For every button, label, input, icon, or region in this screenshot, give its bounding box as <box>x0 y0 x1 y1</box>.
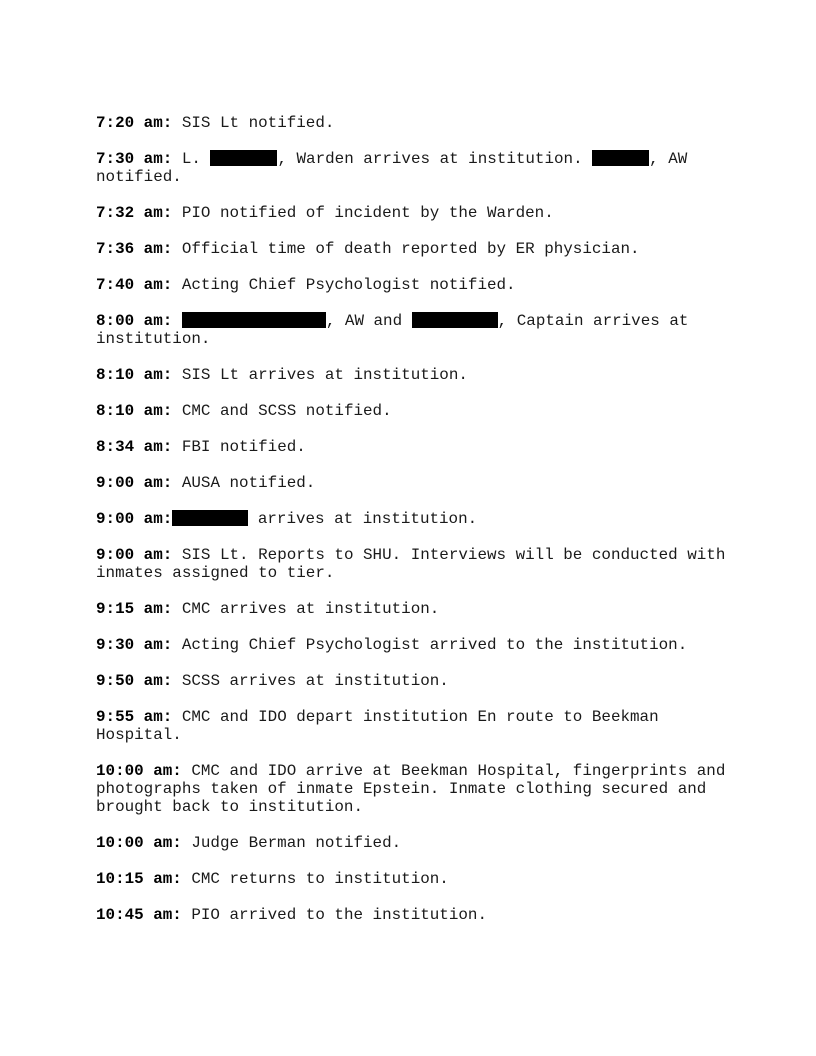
entry-text: , AW and <box>325 312 412 330</box>
entry-text <box>172 312 182 330</box>
timeline-entry <box>96 276 736 294</box>
entry-time: 10:00 am: <box>96 834 182 852</box>
entry-time: 9:00 am: <box>96 546 173 564</box>
entry-text: FBI notified. <box>172 438 306 456</box>
entry-text: L. <box>172 150 211 168</box>
redaction-box <box>172 510 248 526</box>
entry-time: 8:10 am: <box>96 366 173 384</box>
entry-text: Judge Berman notified. <box>181 834 402 852</box>
timeline-entry <box>96 870 736 888</box>
entry-time: 7:32 am: <box>96 204 173 222</box>
timeline-entry <box>96 600 736 618</box>
timeline-entry <box>96 366 736 384</box>
timeline-entry <box>96 240 736 258</box>
entry-time: 8:00 am: <box>96 312 173 330</box>
entry-time: 9:30 am: <box>96 636 173 654</box>
entry-text: CMC arrives at institution. <box>172 600 440 618</box>
entry-text: Official time of death reported by ER physician. <box>172 240 640 258</box>
entry-text: , Captain arrives at institution. <box>96 312 698 348</box>
entry-time: 8:34 am: <box>96 438 173 456</box>
timeline-entry <box>96 672 736 690</box>
entry-text: AUSA notified. <box>172 474 316 492</box>
timeline-entry <box>96 636 736 654</box>
timeline-entry <box>96 510 736 528</box>
entry-text: SIS Lt arrives at institution. <box>172 366 468 384</box>
timeline-entry <box>96 834 736 852</box>
redaction-box <box>182 312 326 328</box>
entry-text: Acting Chief Psychologist notified. <box>172 276 516 294</box>
entry-text: , Warden arrives at institution. <box>277 150 593 168</box>
entry-text: CMC and SCSS notified. <box>172 402 392 420</box>
timeline-entry <box>96 114 736 132</box>
timeline-entry <box>96 906 736 924</box>
entry-time: 9:15 am: <box>96 600 173 618</box>
redaction-box <box>210 150 277 166</box>
timeline-entry <box>96 474 736 492</box>
entry-time: 8:10 am: <box>96 402 173 420</box>
timeline-entry <box>96 546 736 582</box>
timeline-entry <box>96 438 736 456</box>
timeline-entry <box>96 312 736 348</box>
entry-time: 7:20 am: <box>96 114 173 132</box>
entry-text: CMC and IDO depart institution En route to Beekman Hospital. <box>96 708 669 744</box>
entry-time: 7:36 am: <box>96 240 173 258</box>
timeline-entry <box>96 150 736 186</box>
entry-text: PIO arrived to the institution. <box>181 906 487 924</box>
entry-text: arrives at institution. <box>248 510 478 528</box>
timeline-entry <box>96 204 736 222</box>
entry-text: PIO notified of incident by the Warden. <box>172 204 554 222</box>
entry-text: Acting Chief Psychologist arrived to the institution. <box>172 636 688 654</box>
timeline-document <box>96 114 736 942</box>
redaction-box <box>412 312 498 328</box>
entry-time: 10:45 am: <box>96 906 182 924</box>
entry-text: SIS Lt. Reports to SHU. Interviews will be conducted with inmates assigned to tier. <box>96 546 735 582</box>
entry-text: CMC and IDO arrive at Beekman Hospital, fingerprints and photographs taken of inmate Epstein. Inmate clothing secured and brought back to institution. <box>96 762 735 816</box>
timeline-entry <box>96 402 736 420</box>
entry-text: SCSS arrives at institution. <box>172 672 449 690</box>
entry-time: 7:30 am: <box>96 150 173 168</box>
entry-time: 10:00 am: <box>96 762 182 780</box>
entry-time: 7:40 am: <box>96 276 173 294</box>
entry-time: 9:00 am: <box>96 510 173 528</box>
entry-time: 9:50 am: <box>96 672 173 690</box>
entry-time: 9:00 am: <box>96 474 173 492</box>
entry-text: , AW notified. <box>96 150 697 186</box>
entry-text: SIS Lt notified. <box>172 114 335 132</box>
entry-time: 10:15 am: <box>96 870 182 888</box>
timeline-entry <box>96 762 736 816</box>
entry-time: 9:55 am: <box>96 708 173 726</box>
timeline-entry <box>96 708 736 744</box>
redaction-box <box>592 150 649 166</box>
entry-text: CMC returns to institution. <box>181 870 449 888</box>
